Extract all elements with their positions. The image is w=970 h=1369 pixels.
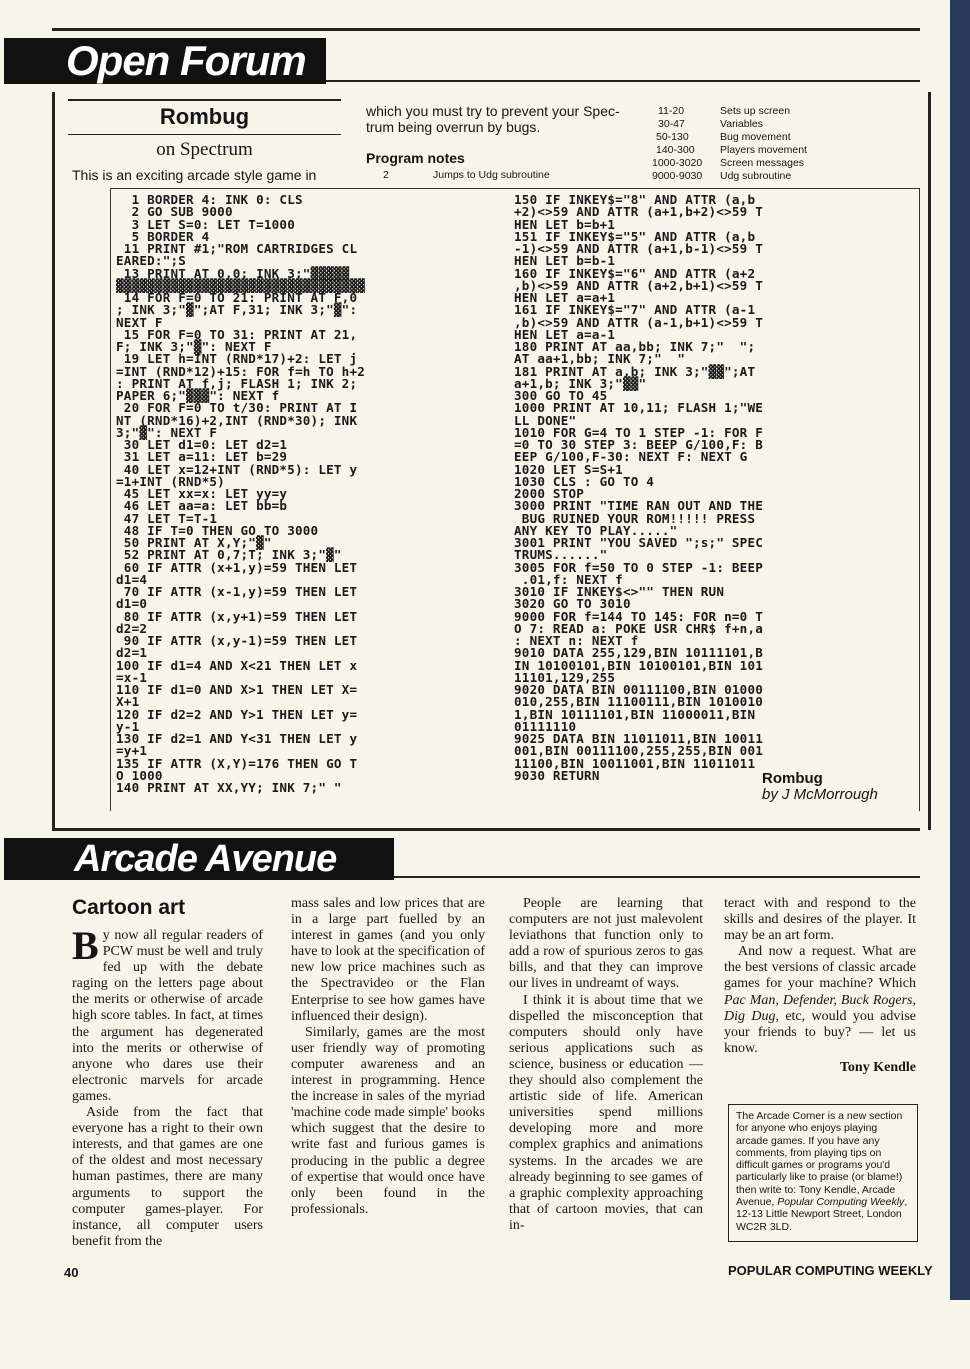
listing-line: d1=4 — [116, 571, 148, 587]
listing-line: 140 PRINT AT XX,YY; INK 7;" " — [116, 780, 342, 795]
listing-right-column — [514, 194, 914, 808]
col2-paragraph-1: mass sales and low prices that are in a large part fuelled by an interest in games (and you only have to look at the specification of new low price machines such as the Spectravideo or the Flan Enterprise to see how games have influenced their design). — [291, 896, 485, 1024]
listing-line: 3010 IF INKEY$<>"" THEN RUN — [514, 584, 725, 599]
col4-game-titles: Pac Man, Defender, Buck Rogers, Dig Dug, — [724, 992, 916, 1024]
listing-line: 135 IF ATTR (X,Y)=176 THEN GO T — [116, 755, 358, 771]
listing-line: 1 BORDER 4: INK 0: CLS — [116, 194, 303, 207]
note-lines: 2 — [383, 169, 389, 181]
rombug-credit-title: Rombug — [762, 770, 823, 787]
arcade-avenue-banner — [4, 838, 394, 880]
col4-paragraph-2 — [724, 944, 916, 1057]
note-desc-6: Udg subroutine — [720, 170, 792, 182]
listing-left-column — [116, 194, 476, 808]
listing-line: 120 IF d2=2 AND Y>1 THEN LET y= — [116, 706, 358, 722]
note-desc-2: Variables — [720, 118, 763, 130]
rombug-title-rule-bottom — [68, 134, 341, 135]
col4-paragraph-1: teract with and respond to the skills and desires of the player. It may be an art form. — [724, 896, 916, 944]
listing-line: 3005 FOR f=50 TO 0 STEP -1: BEEP — [514, 559, 764, 575]
listing-line: 13 PRINT AT 0,0; INK 3;"▓▓▓▓▓ — [116, 265, 350, 281]
listing-line: PAPER 6;"▓▓▓": NEXT f — [116, 388, 280, 403]
listing-line: 30 LET d1=0: LET d2=1 — [116, 437, 288, 452]
listing-line: HEN LET b=b-1 — [514, 253, 616, 269]
note-lines-6: 9000-9030 — [652, 170, 703, 182]
col4-p2-text-a: And now a request. What are the best versions of classic arcade games for your machine? Which — [724, 944, 916, 992]
listing-line: AT aa+1,bb; INK 7;" " — [514, 351, 686, 367]
program-notes-heading: Program notes — [366, 150, 465, 166]
listing-line: BUG RUINED YOUR ROM!!!!! PRESS — [514, 510, 756, 526]
note-lines-4: 140-300 — [656, 144, 695, 156]
listing-line: HEN LET b=b+1 — [514, 216, 616, 232]
cartoon-art-heading: Cartoon art — [72, 896, 186, 919]
listing-line: 161 IF INKEY$="7" AND ATTR (a-1 — [514, 302, 756, 318]
listing-line: 010,255,BIN 11100111,BIN 1010010 — [514, 694, 764, 710]
rombug-intro-line-2: which you must try to prevent your Spec- — [366, 103, 620, 119]
listing-line: LL DONE" — [514, 412, 577, 428]
top-rule — [52, 28, 920, 31]
listing-line: ANY KEY TO PLAY....." — [514, 522, 678, 538]
listing-line: 180 PRINT AT aa,bb; INK 7;" "; — [514, 339, 756, 354]
note-desc-1: Sets up screen — [720, 105, 791, 117]
listing-line: 160 IF INKEY$="6" AND ATTR (a+2 — [514, 265, 756, 281]
listing-line: 2 GO SUB 9000 — [116, 204, 233, 220]
note-lines-2: 30-47 — [658, 118, 685, 130]
rombug-subtitle: on Spectrum — [156, 139, 253, 160]
listing-line: 47 LET T=T-1 — [116, 510, 218, 526]
listing-line: 40 LET x=12+INT (RND*5): LET y — [116, 461, 358, 477]
col3-paragraph-1: People are learning that computers are not just malevolent leviathons that function only to add a row of spurious zeros to gas bills, and that they can improve our lives in undreamt of ways. — [509, 896, 703, 992]
rombug-title-rule-top — [68, 99, 341, 101]
note-row-0 — [383, 169, 389, 182]
box-text-b: , 12-13 Little Newport Street, London WC2R 3LD. — [736, 1196, 908, 1233]
article-column-1 — [72, 923, 263, 1250]
note-desc-3: Bug movement — [720, 131, 791, 143]
listing-line: =0 TO 30 STEP 3: BEEP G/100,F: B — [514, 437, 764, 452]
listing-line: 48 IF T=0 THEN GO TO 3000 — [116, 522, 319, 538]
listing-line: 3000 PRINT "TIME RAN OUT AND THE — [514, 498, 764, 514]
listing-line: ▓▓▓▓▓▓▓▓▓▓▓▓▓▓▓▓▓▓▓▓▓▓▓▓▓▓▓▓▓▓▓▓ — [116, 277, 366, 293]
listing-line: 5 BORDER 4 — [116, 228, 210, 244]
listing-line: d2=1 — [116, 645, 148, 661]
rombug-title: Rombug — [159, 104, 250, 129]
listing-line: 181 PRINT AT a,b; INK 3;"▓▓";AT — [514, 363, 756, 379]
listing-line: 9010 DATA 255,129,BIN 10111101,B — [514, 645, 764, 661]
listing-line: IN 10100101,BIN 10100101,BIN 101 — [514, 657, 764, 673]
listing-line: 9000 FOR f=144 TO 145: FOR n=0 T — [514, 608, 764, 624]
open-forum-rule — [326, 80, 920, 82]
listing-line: NEXT F — [116, 314, 163, 330]
publication-name: POPULAR COMPUTING WEEKLY — [728, 1263, 933, 1278]
listing-line: +2)<>59 AND ATTR (a+1,b+2)<>59 T — [514, 204, 764, 220]
col1-paragraph-1 — [72, 923, 263, 1105]
listing-line: 2000 STOP — [514, 486, 585, 501]
note-lines-5: 1000-3020 — [652, 157, 703, 169]
listing-line: =1+INT (RND*5) — [116, 473, 225, 489]
listing-line: 52 PRINT AT 0,7;T; INK 3;"▓" — [116, 547, 342, 563]
listing-line: 9030 RETURN — [514, 767, 600, 783]
listing-line: 50 PRINT AT X,Y;"▓" — [116, 535, 272, 550]
listing-line: 1000 PRINT AT 10,11; FLASH 1;"WE — [514, 400, 764, 416]
listing-line: 3;"▓": NEXT F — [116, 424, 218, 440]
listing-line: ,b)<>59 AND ATTR (a+2,b+1)<>59 T — [514, 277, 764, 293]
listing-line: d2=2 — [116, 620, 148, 636]
listing-line: 60 IF ATTR (x+1,y)=59 THEN LET — [116, 559, 358, 575]
forum-frame-left — [52, 92, 55, 830]
listing-line: 20 FOR F=0 TO t/30: PRINT AT I — [116, 400, 358, 416]
listing-line: X+1 — [116, 694, 140, 710]
dropcap-letter: B — [72, 923, 99, 968]
arcade-avenue-title: Arcade Avenue — [74, 838, 337, 880]
listing-line: =y+1 — [116, 743, 148, 759]
open-forum-title: Open Forum — [66, 37, 306, 84]
listing-line: 9025 DATA BIN 11011011,BIN 10011 — [514, 731, 764, 746]
rombug-intro-line-3: trum being overrun by bugs. — [366, 119, 541, 135]
col2-paragraph-2: Similarly, games are the most user friendly way of promoting computer awareness and an interest in programming. Hence the increase in sales of the myriad 'machine code made simple' books which suggest that the desire to write fast and furious games is producing in the public a degree of expertise that would once have only been found in the professionals. — [291, 1024, 485, 1217]
listing-line: y-1 — [116, 718, 140, 734]
article-column-3 — [509, 896, 703, 1250]
listing-line: EARED:";S — [116, 253, 187, 269]
listing-line: F; INK 3;"▓": NEXT F — [116, 339, 272, 354]
note-lines-1: 11-20 — [658, 105, 685, 117]
listing-line: 100 IF d1=4 AND X<21 THEN LET x — [116, 657, 358, 673]
listing-line: NT (RND*16)+2,INT (RND*30); INK — [116, 412, 358, 428]
arcade-avenue-rule — [394, 876, 920, 878]
arcade-corner-box — [728, 1104, 918, 1242]
listing-line: 46 LET aa=a: LET bb=b — [116, 498, 288, 514]
box-text-a: The Arcade Corner is a new section for anyone who enjoys playing arcade games. If you have any comments, from playing tips on difficult games or programs you'd particularly like to praise (or blame!) then write to: Tony Kendle, Arcade Avenue, — [736, 1110, 903, 1209]
listing-line: 9020 DATA BIN 00111100,BIN 01000 — [514, 682, 764, 697]
listing-line: 11100,BIN 10011001,BIN 11011011 — [514, 755, 756, 771]
listing-line: 150 IF INKEY$="8" AND ATTR (a,b — [514, 194, 756, 207]
note-lines-3: 50-130 — [656, 131, 689, 143]
listing-line: 3 LET S=0: LET T=1000 — [116, 216, 295, 232]
listing-line: 31 LET a=11: LET b=29 — [116, 449, 288, 465]
listing-line: 1010 FOR G=4 TO 1 STEP -1: FOR F — [514, 424, 764, 440]
rombug-credit-author: by J McMorrough — [762, 786, 878, 803]
page-edge-shadow — [950, 0, 970, 1300]
listing-line: -1)<>59 AND ATTR (a+1,b-1)<>59 T — [514, 241, 764, 256]
listing-line: 11 PRINT #1;"ROM CARTRIDGES CL — [116, 241, 358, 256]
listing-line: 45 LET xx=x: LET yy=y — [116, 486, 288, 501]
listing-line: 110 IF d1=0 AND X>1 THEN LET X= — [116, 682, 358, 697]
listing-line: : NEXT n: NEXT f — [514, 633, 639, 648]
col3-paragraph-2: I think it is about time that we dispelled the misconception that computers should only have serious applications such as science, business or education — they should also complement the artistic side of life. American universities spend millions developing more and more complex graphics and animations systems. In the arcades we are already beginning to see games of a graphic complexity approaching that of cartoon movies, that can in- — [509, 992, 703, 1233]
listing-line: HEN LET a=a+1 — [514, 290, 616, 305]
article-column-2 — [291, 896, 485, 1250]
listing-line: 1020 LET S=S+1 — [514, 461, 623, 477]
listing-line: 01111110 — [514, 718, 577, 734]
listing-line: HEN LET a=a-1 — [514, 326, 616, 342]
listing-line: 300 GO TO 45 — [514, 388, 608, 403]
listing-line: 90 IF ATTR (x,y-1)=59 THEN LET — [116, 633, 358, 648]
listing-line: : PRINT AT f,j; FLASH 1; INK 2; — [116, 375, 358, 391]
forum-frame-bottom — [52, 828, 920, 831]
listing-line: 1030 CLS : GO TO 4 — [514, 473, 655, 489]
listing-line: 001,BIN 00111100,255,255,BIN 001 — [514, 743, 764, 759]
note-desc-5: Screen messages — [720, 157, 805, 169]
listing-line: TRUMS......" — [514, 547, 608, 563]
listing-line: 15 FOR F=0 TO 31: PRINT AT 21, — [116, 326, 358, 342]
listing-line: 130 IF d2=1 AND Y<31 THEN LET y — [116, 731, 358, 746]
listing-line: a+1,b; INK 3;"▓▓" — [514, 375, 647, 391]
col4-p2-text-b: etc, would you advise your friends to buy? — let us know. — [724, 1008, 916, 1056]
open-forum-banner — [4, 38, 326, 84]
listing-line: d1=0 — [116, 596, 148, 612]
article-signature: Tony Kendle — [839, 1060, 916, 1075]
note-desc-4: Players movement — [720, 144, 807, 156]
note-desc-0: Jumps to Udg subroutine — [433, 169, 550, 181]
listing-line: .01,f: NEXT f — [514, 571, 623, 587]
rombug-intro-line-1: This is an exciting arcade style game in — [72, 167, 317, 183]
listing-line: O 1000 — [116, 767, 163, 783]
listing-line: 1,BIN 10111101,BIN 11000011,BIN — [514, 706, 756, 722]
listing-line: 70 IF ATTR (x-1,y)=59 THEN LET — [116, 584, 358, 599]
listing-line: O 7: READ a: POKE USR CHR$ f+n,a — [514, 620, 764, 636]
box-publication: Popular Computing Weekly — [777, 1196, 905, 1209]
listing-line: ,b)<>59 AND ATTR (a-1,b+1)<>59 T — [514, 314, 764, 330]
listing-line: 3001 PRINT "YOU SAVED ";s;" SPEC — [514, 535, 764, 550]
listing-line: EEP G/100,F-30: NEXT F: NEXT G — [514, 449, 748, 465]
page-number: 40 — [64, 1265, 79, 1280]
listing-line: =x-1 — [116, 669, 148, 685]
listing-line: 19 LET h=INT (RND*17)+2: LET j — [116, 351, 358, 367]
listing-line: =INT (RND*12)+15: FOR f=h TO h+2 — [116, 363, 366, 379]
listing-line: 151 IF INKEY$="5" AND ATTR (a,b — [514, 228, 756, 244]
forum-frame-right — [928, 92, 931, 830]
col1-p1-text: y now all regular readers of PCW must be well and truly fed up with the debate raging on the letters page about the merits or otherwise of arcade high score tables. In fact, at times the argument has degenerated into the merits or otherwise of anyone who dares use their electronic marvels for arcade games. — [72, 928, 263, 1104]
listing-line: 3020 GO TO 3010 — [514, 596, 631, 612]
col1-paragraph-2: Aside from the fact that everyone has a right to their own interests, and that games are one of the oldest and most necessary human pastimes, there are many arguments to support the computer games-player. For instance, all computer users benefit from the — [72, 1105, 263, 1249]
listing-line: ; INK 3;"▓";AT F,31; INK 3;"▓": — [116, 302, 358, 318]
listing-line: 14 FOR F=0 TO 21: PRINT AT F,0 — [116, 290, 358, 305]
listing-line: 80 IF ATTR (x,y+1)=59 THEN LET — [116, 608, 358, 624]
listing-line: 11101,129,255 — [514, 669, 616, 685]
